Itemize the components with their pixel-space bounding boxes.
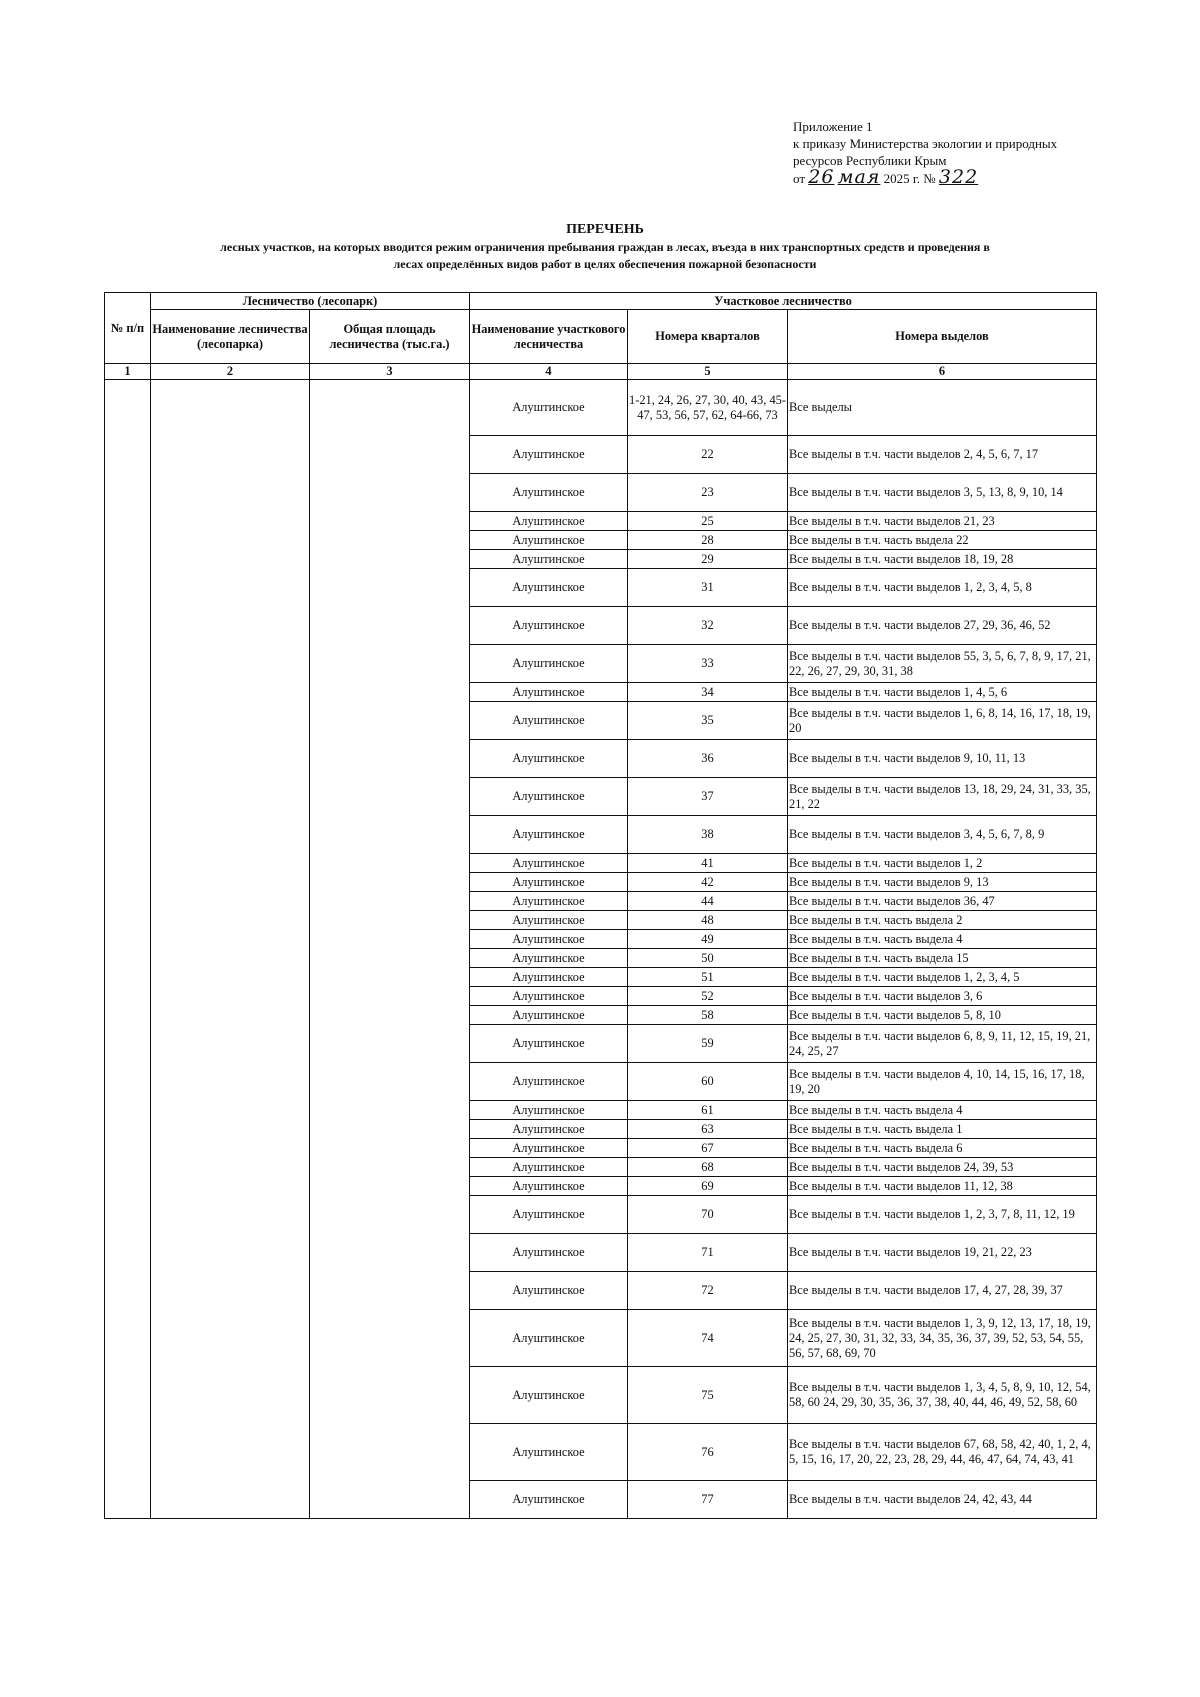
quarters-cell: 69 [628,1177,788,1196]
sections-cell: Все выделы [788,380,1097,436]
district-name-cell: Алуштинское [470,892,628,911]
quarters-cell: 52 [628,987,788,1006]
sections-cell: Все выделы в т.ч. части выделов 11, 12, 38 [788,1177,1097,1196]
district-name-cell: Алуштинское [470,968,628,987]
document-title-block [120,221,1090,273]
district-name-cell: Алуштинское [470,702,628,740]
col-number: 5 [628,364,788,380]
col-number: 4 [470,364,628,380]
district-name-cell: Алуштинское [470,1158,628,1177]
forestry-area-cell [310,380,470,1519]
sections-cell: Все выделы в т.ч. части выделов 24, 39, 53 [788,1158,1097,1177]
quarters-cell: 29 [628,550,788,569]
district-name-cell: Алуштинское [470,531,628,550]
sections-cell: Все выделы в т.ч. части выделов 24, 42, 43, 44 [788,1481,1097,1519]
quarters-cell: 33 [628,645,788,683]
quarters-cell: 38 [628,816,788,854]
order-number: 322 [938,166,979,188]
header-total-area: Общая площадь лесничества (тыс.га.) [310,310,470,364]
district-name-cell: Алуштинское [470,683,628,702]
col-number: 1 [105,364,151,380]
header-district-name: Наименование участкового лесничества [470,310,628,364]
sections-cell: Все выделы в т.ч. части выделов 17, 4, 27, 28, 39, 37 [788,1272,1097,1310]
table-body [105,380,1097,1519]
forest-areas-table [104,292,1097,1519]
table-row [105,380,1097,436]
quarters-cell: 59 [628,1025,788,1063]
quarters-cell: 28 [628,531,788,550]
district-name-cell: Алуштинское [470,1063,628,1101]
sections-cell: Все выделы в т.ч. части выделов 5, 8, 10 [788,1006,1097,1025]
quarters-cell: 74 [628,1310,788,1367]
quarters-cell: 42 [628,873,788,892]
quarters-cell: 76 [628,1424,788,1481]
sections-cell: Все выделы в т.ч. части выделов 1, 2, 3, 4, 5, 8 [788,569,1097,607]
header-sections: Номера выделов [788,310,1097,364]
quarters-cell: 70 [628,1196,788,1234]
date-year: 2025 г. № [883,171,936,186]
sections-cell: Все выделы в т.ч. части выделов 9, 13 [788,873,1097,892]
col-number: 6 [788,364,1097,380]
district-name-cell: Алуштинское [470,1025,628,1063]
quarters-cell: 48 [628,911,788,930]
forestry-name-cell [151,380,310,1519]
quarters-cell: 63 [628,1120,788,1139]
quarters-cell: 34 [628,683,788,702]
sections-cell: Все выделы в т.ч. части выделов 1, 4, 5, 6 [788,683,1097,702]
sections-cell: Все выделы в т.ч. часть выдела 2 [788,911,1097,930]
column-number-row [105,364,1097,380]
quarters-cell: 36 [628,740,788,778]
header-group-district: Участковое лесничество [470,293,1097,310]
appendix-date-line [793,166,1123,188]
sections-cell: Все выделы в т.ч. части выделов 18, 19, 28 [788,550,1097,569]
quarters-cell: 75 [628,1367,788,1424]
district-name-cell: Алуштинское [470,1481,628,1519]
sections-cell: Все выделы в т.ч. части выделов 36, 47 [788,892,1097,911]
sections-cell: Все выделы в т.ч. часть выдела 15 [788,949,1097,968]
quarters-cell: 35 [628,702,788,740]
sections-cell: Все выделы в т.ч. часть выдела 22 [788,531,1097,550]
sections-cell: Все выделы в т.ч. части выделов 1, 3, 9, 12, 13, 17, 18, 19, 24, 25, 27, 30, 31, 32, 33, 34, 35, 36, 37, 39, 52, 53, 54, 55, 56, 57, 68, 69, 70 [788,1310,1097,1367]
sections-cell: Все выделы в т.ч. части выделов 3, 5, 13, 8, 9, 10, 14 [788,474,1097,512]
district-name-cell: Алуштинское [470,930,628,949]
quarters-cell: 50 [628,949,788,968]
appendix-ministry: ресурсов Республики Крым [793,153,947,168]
quarters-cell: 32 [628,607,788,645]
sections-cell: Все выделы в т.ч. части выделов 19, 21, 22, 23 [788,1234,1097,1272]
header-num: № п/п [105,293,151,364]
quarters-cell: 49 [628,930,788,949]
sections-cell: Все выделы в т.ч. части выделов 13, 18, 29, 24, 31, 33, 35, 21, 22 [788,778,1097,816]
sections-cell: Все выделы в т.ч. часть выдела 6 [788,1139,1097,1158]
district-name-cell: Алуштинское [470,1310,628,1367]
quarters-cell: 67 [628,1139,788,1158]
date-month: мая [837,166,881,188]
document-subtitle-line2: лесах определённых видов работ в целях обеспечения пожарной безопасности [393,257,817,271]
document-subtitle-line1: лесных участков, на которых вводится режим ограничения пребывания граждан в лесах, въезда в них транспортных средств и проведения в [220,240,990,254]
sections-cell: Все выделы в т.ч. части выделов 1, 2, 3, 7, 8, 11, 12, 19 [788,1196,1097,1234]
sections-cell: Все выделы в т.ч. части выделов 2, 4, 5, 6, 7, 17 [788,436,1097,474]
quarters-cell: 71 [628,1234,788,1272]
sections-cell: Все выделы в т.ч. части выделов 1, 6, 8, 14, 16, 17, 18, 19, 20 [788,702,1097,740]
document-heading: ПЕРЕЧЕНЬ [566,222,644,237]
sections-cell: Все выделы в т.ч. часть выдела 1 [788,1120,1097,1139]
district-name-cell: Алуштинское [470,987,628,1006]
appendix-order-ref: к приказу Министерства экологии и природных [793,136,1058,151]
sections-cell: Все выделы в т.ч. части выделов 1, 3, 4, 5, 8, 9, 10, 12, 54, 58, 60 24, 29, 30, 35, 36, 37, 38, 40, 44, 46, 49, 52, 58, 60 [788,1367,1097,1424]
quarters-cell: 68 [628,1158,788,1177]
appendix-block [793,118,1123,187]
district-name-cell: Алуштинское [470,607,628,645]
quarters-cell: 60 [628,1063,788,1101]
district-name-cell: Алуштинское [470,1101,628,1120]
quarters-cell: 22 [628,436,788,474]
district-name-cell: Алуштинское [470,1424,628,1481]
district-name-cell: Алуштинское [470,873,628,892]
sections-cell: Все выделы в т.ч. части выделов 1, 2, 3, 4, 5 [788,968,1097,987]
quarters-cell: 23 [628,474,788,512]
quarters-cell: 77 [628,1481,788,1519]
quarters-cell: 1-21, 24, 26, 27, 30, 40, 43, 45-47, 53, 56, 57, 62, 64-66, 73 [628,380,788,436]
sections-cell: Все выделы в т.ч. часть выдела 4 [788,930,1097,949]
district-name-cell: Алуштинское [470,1196,628,1234]
sections-cell: Все выделы в т.ч. части выделов 3, 4, 5, 6, 7, 8, 9 [788,816,1097,854]
district-name-cell: Алуштинское [470,1234,628,1272]
quarters-cell: 58 [628,1006,788,1025]
header-forestry-name: Наименование лесничества (лесопарка) [151,310,310,364]
district-name-cell: Алуштинское [470,550,628,569]
district-name-cell: Алуштинское [470,474,628,512]
date-day: 26 [808,166,835,188]
district-name-cell: Алуштинское [470,816,628,854]
district-name-cell: Алуштинское [470,911,628,930]
sections-cell: Все выделы в т.ч. части выделов 21, 23 [788,512,1097,531]
district-name-cell: Алуштинское [470,854,628,873]
sections-cell: Все выделы в т.ч. часть выдела 4 [788,1101,1097,1120]
district-name-cell: Алуштинское [470,569,628,607]
quarters-cell: 31 [628,569,788,607]
district-name-cell: Алуштинское [470,1272,628,1310]
district-name-cell: Алуштинское [470,1367,628,1424]
col-number: 3 [310,364,470,380]
district-name-cell: Алуштинское [470,645,628,683]
appendix-title: Приложение 1 [793,119,873,134]
header-quarters: Номера кварталов [628,310,788,364]
district-name-cell: Алуштинское [470,778,628,816]
quarters-cell: 44 [628,892,788,911]
district-name-cell: Алуштинское [470,1177,628,1196]
quarters-cell: 61 [628,1101,788,1120]
header-group-forestry: Лесничество (лесопарк) [151,293,470,310]
quarters-cell: 41 [628,854,788,873]
district-name-cell: Алуштинское [470,1139,628,1158]
sections-cell: Все выделы в т.ч. части выделов 1, 2 [788,854,1097,873]
quarters-cell: 51 [628,968,788,987]
date-prefix: от [793,171,806,186]
sections-cell: Все выделы в т.ч. части выделов 6, 8, 9, 11, 12, 15, 19, 21, 24, 25, 27 [788,1025,1097,1063]
district-name-cell: Алуштинское [470,436,628,474]
district-name-cell: Алуштинское [470,740,628,778]
sections-cell: Все выделы в т.ч. части выделов 4, 10, 14, 15, 16, 17, 18, 19, 20 [788,1063,1097,1101]
district-name-cell: Алуштинское [470,1120,628,1139]
district-name-cell: Алуштинское [470,1006,628,1025]
forestry-num-cell [105,380,151,1519]
sections-cell: Все выделы в т.ч. части выделов 27, 29, 36, 46, 52 [788,607,1097,645]
quarters-cell: 37 [628,778,788,816]
sections-cell: Все выделы в т.ч. части выделов 9, 10, 11, 13 [788,740,1097,778]
sections-cell: Все выделы в т.ч. части выделов 3, 6 [788,987,1097,1006]
district-name-cell: Алуштинское [470,949,628,968]
sections-cell: Все выделы в т.ч. части выделов 67, 68, 58, 42, 40, 1, 2, 4, 5, 15, 16, 17, 20, 22, 23, 28, 29, 44, 46, 47, 64, 74, 43, 41 [788,1424,1097,1481]
quarters-cell: 72 [628,1272,788,1310]
quarters-cell: 25 [628,512,788,531]
district-name-cell: Алуштинское [470,512,628,531]
col-number: 2 [151,364,310,380]
sections-cell: Все выделы в т.ч. части выделов 55, 3, 5, 6, 7, 8, 9, 17, 21, 22, 26, 27, 29, 30, 31, 38 [788,645,1097,683]
district-name-cell: Алуштинское [470,380,628,436]
